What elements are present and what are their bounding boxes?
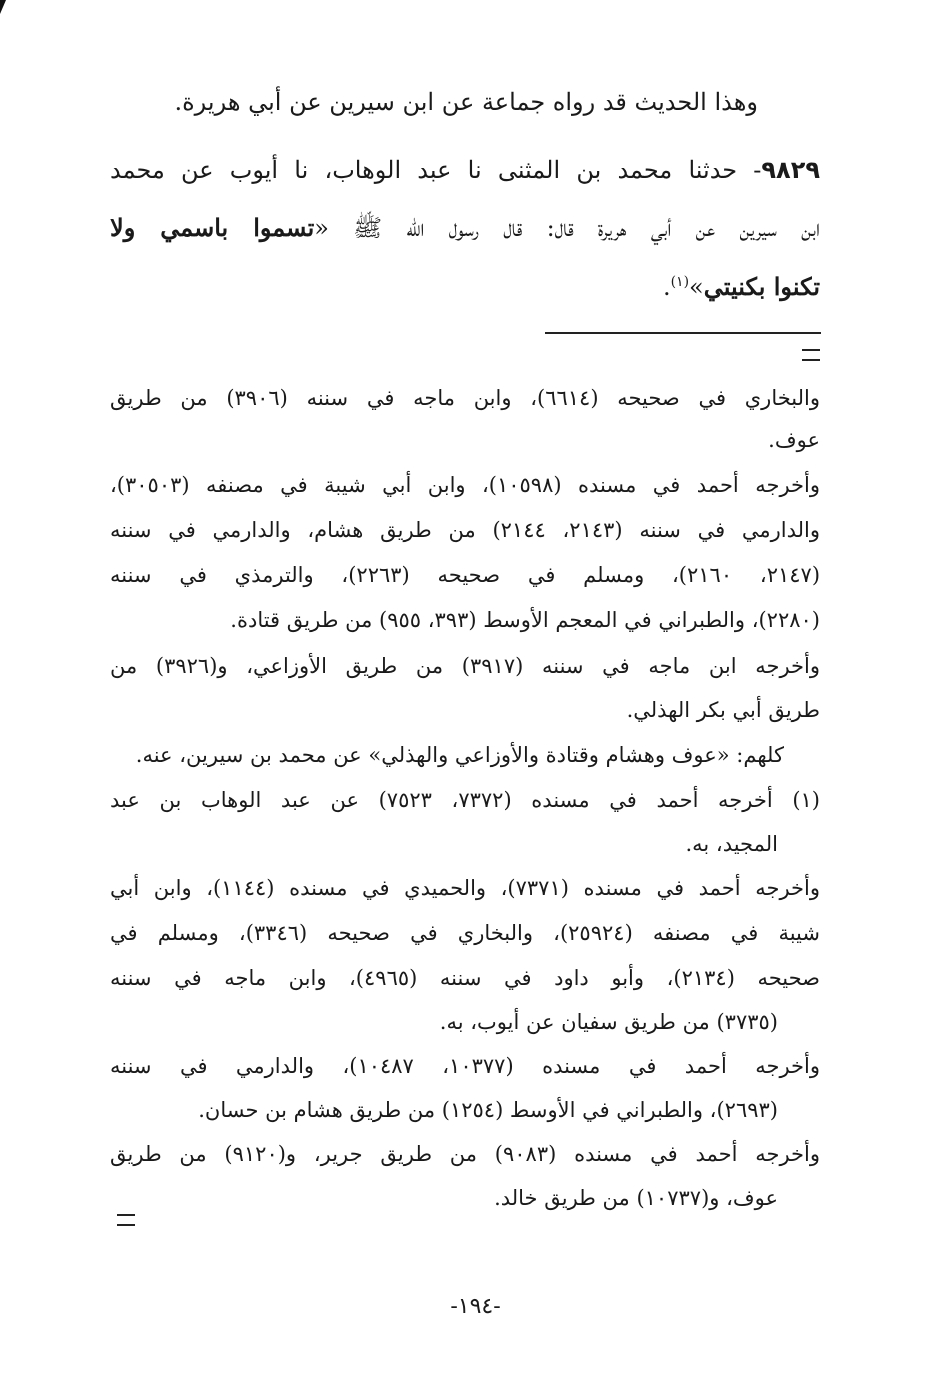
hadith-quote-2: تكنوا بكنيتي	[703, 272, 820, 301]
footnote-line: وأخرجه أحمد في مسنده (٧٣٧١)، والحميدي في مسنده (١١٤٤)، وابن أبي	[110, 876, 821, 900]
footnote-line: (٢٦٩٣)، والطبراني في الأوسط (١٢٥٤) من طريق هشام بن حسان.	[198, 1098, 778, 1122]
footnote-separator	[545, 332, 821, 334]
footnote-line: وأخرجه أحمد في مسنده (١٠٥٩٨)، وابن أبي شيبة في مصنفه (٣٠٥٠٣)،	[110, 473, 821, 497]
footnote-line: (٣٧٣٥) من طريق سفيان عن أيوب، به.	[439, 1010, 778, 1034]
footnote-line: صحيحه (٢١٣٤)، وأبو داود في سننه (٤٩٦٥)، وابن ماجه في سننه	[110, 966, 820, 990]
footnote-line: (١) أخرجه أحمد في مسنده (٧٣٧٢، ٧٥٢٣) عن عبد الوهاب بن عبد	[110, 788, 820, 812]
footnote-line: وأخرجه ابن ماجه في سننه (٣٩١٧) من طريق الأوزاعي، و(٣٩٢٦) من	[110, 654, 820, 678]
footnote-line: عوف.	[768, 428, 820, 452]
hadith-period: .	[662, 273, 671, 301]
footnote-line: المجيد، به.	[685, 832, 778, 856]
hadith-line-2	[110, 208, 820, 248]
continuation-mark-bottom	[117, 1214, 135, 1226]
hadith-number: ٩٨٢٩	[761, 156, 820, 184]
hadith-text-2: ابن سيرين عن أبي هريرة قال: قال رسول الله ﷺ «	[314, 214, 820, 242]
hadith-text-1: - حدثنا محمد بن المثنى نا عبد الوهاب، نا أيوب عن محمد	[110, 156, 762, 184]
footnote-line: شيبة في مصنفه (٢٥٩٢٤)، والبخاري في صحيحه (٣٣٤٦)، ومسلم في	[110, 921, 820, 945]
footnote-ref: (١)	[670, 274, 690, 290]
hadith-line-1	[110, 150, 820, 190]
footnote-line: (٢١٤٧، ٢١٦٠)، ومسلم في صحيحه (٢٢٦٣)، والترمذي في سننه	[110, 563, 821, 587]
footnote-line: والدارمي في سننه (٢١٤٣، ٢١٤٤) من طريق هشام، والدارمي في سننه	[110, 518, 820, 542]
footnote-line: وأخرجه أحمد في مسنده (١٠٣٧٧، ١٠٤٨٧)، والدارمي في سننه	[110, 1054, 820, 1078]
footnote-line: طريق أبي بكر الهذلي.	[626, 698, 820, 722]
footnote-line: وأخرجه أحمد في مسنده (٩٠٨٣) من طريق جرير، و(٩١٢٠) من طريق	[110, 1142, 820, 1166]
hadith-quote-1: تسموا باسمي ولا	[110, 213, 315, 242]
footnote-line: عوف، و(١٠٧٣٧) من طريق خالد.	[494, 1186, 778, 1210]
footnote-line: كلهم: «عوف وهشام وقتادة والأوزاعي والهذلي» عن محمد بن سيرين، عنه.	[135, 743, 784, 767]
hadith-line-3	[110, 262, 820, 307]
page-number: -١٩٤-	[450, 1294, 501, 1319]
intro-line: وهذا الحديث قد رواه جماعة عن ابن سيرين عن أبي هريرة.	[174, 88, 758, 116]
footnote-line: والبخاري في صحيحه (٦٦١٤)، وابن ماجه في سننه (٣٩٠٦) من طريق	[110, 386, 820, 410]
footnote-line: (٢٢٨٠)، والطبراني في المعجم الأوسط (٣٩٣، ٩٥٥) من طريق قتادة.	[230, 608, 820, 632]
continuation-mark-top	[802, 349, 820, 361]
hadith-quote-close: »	[689, 273, 704, 301]
corner-mark	[0, 0, 6, 14]
